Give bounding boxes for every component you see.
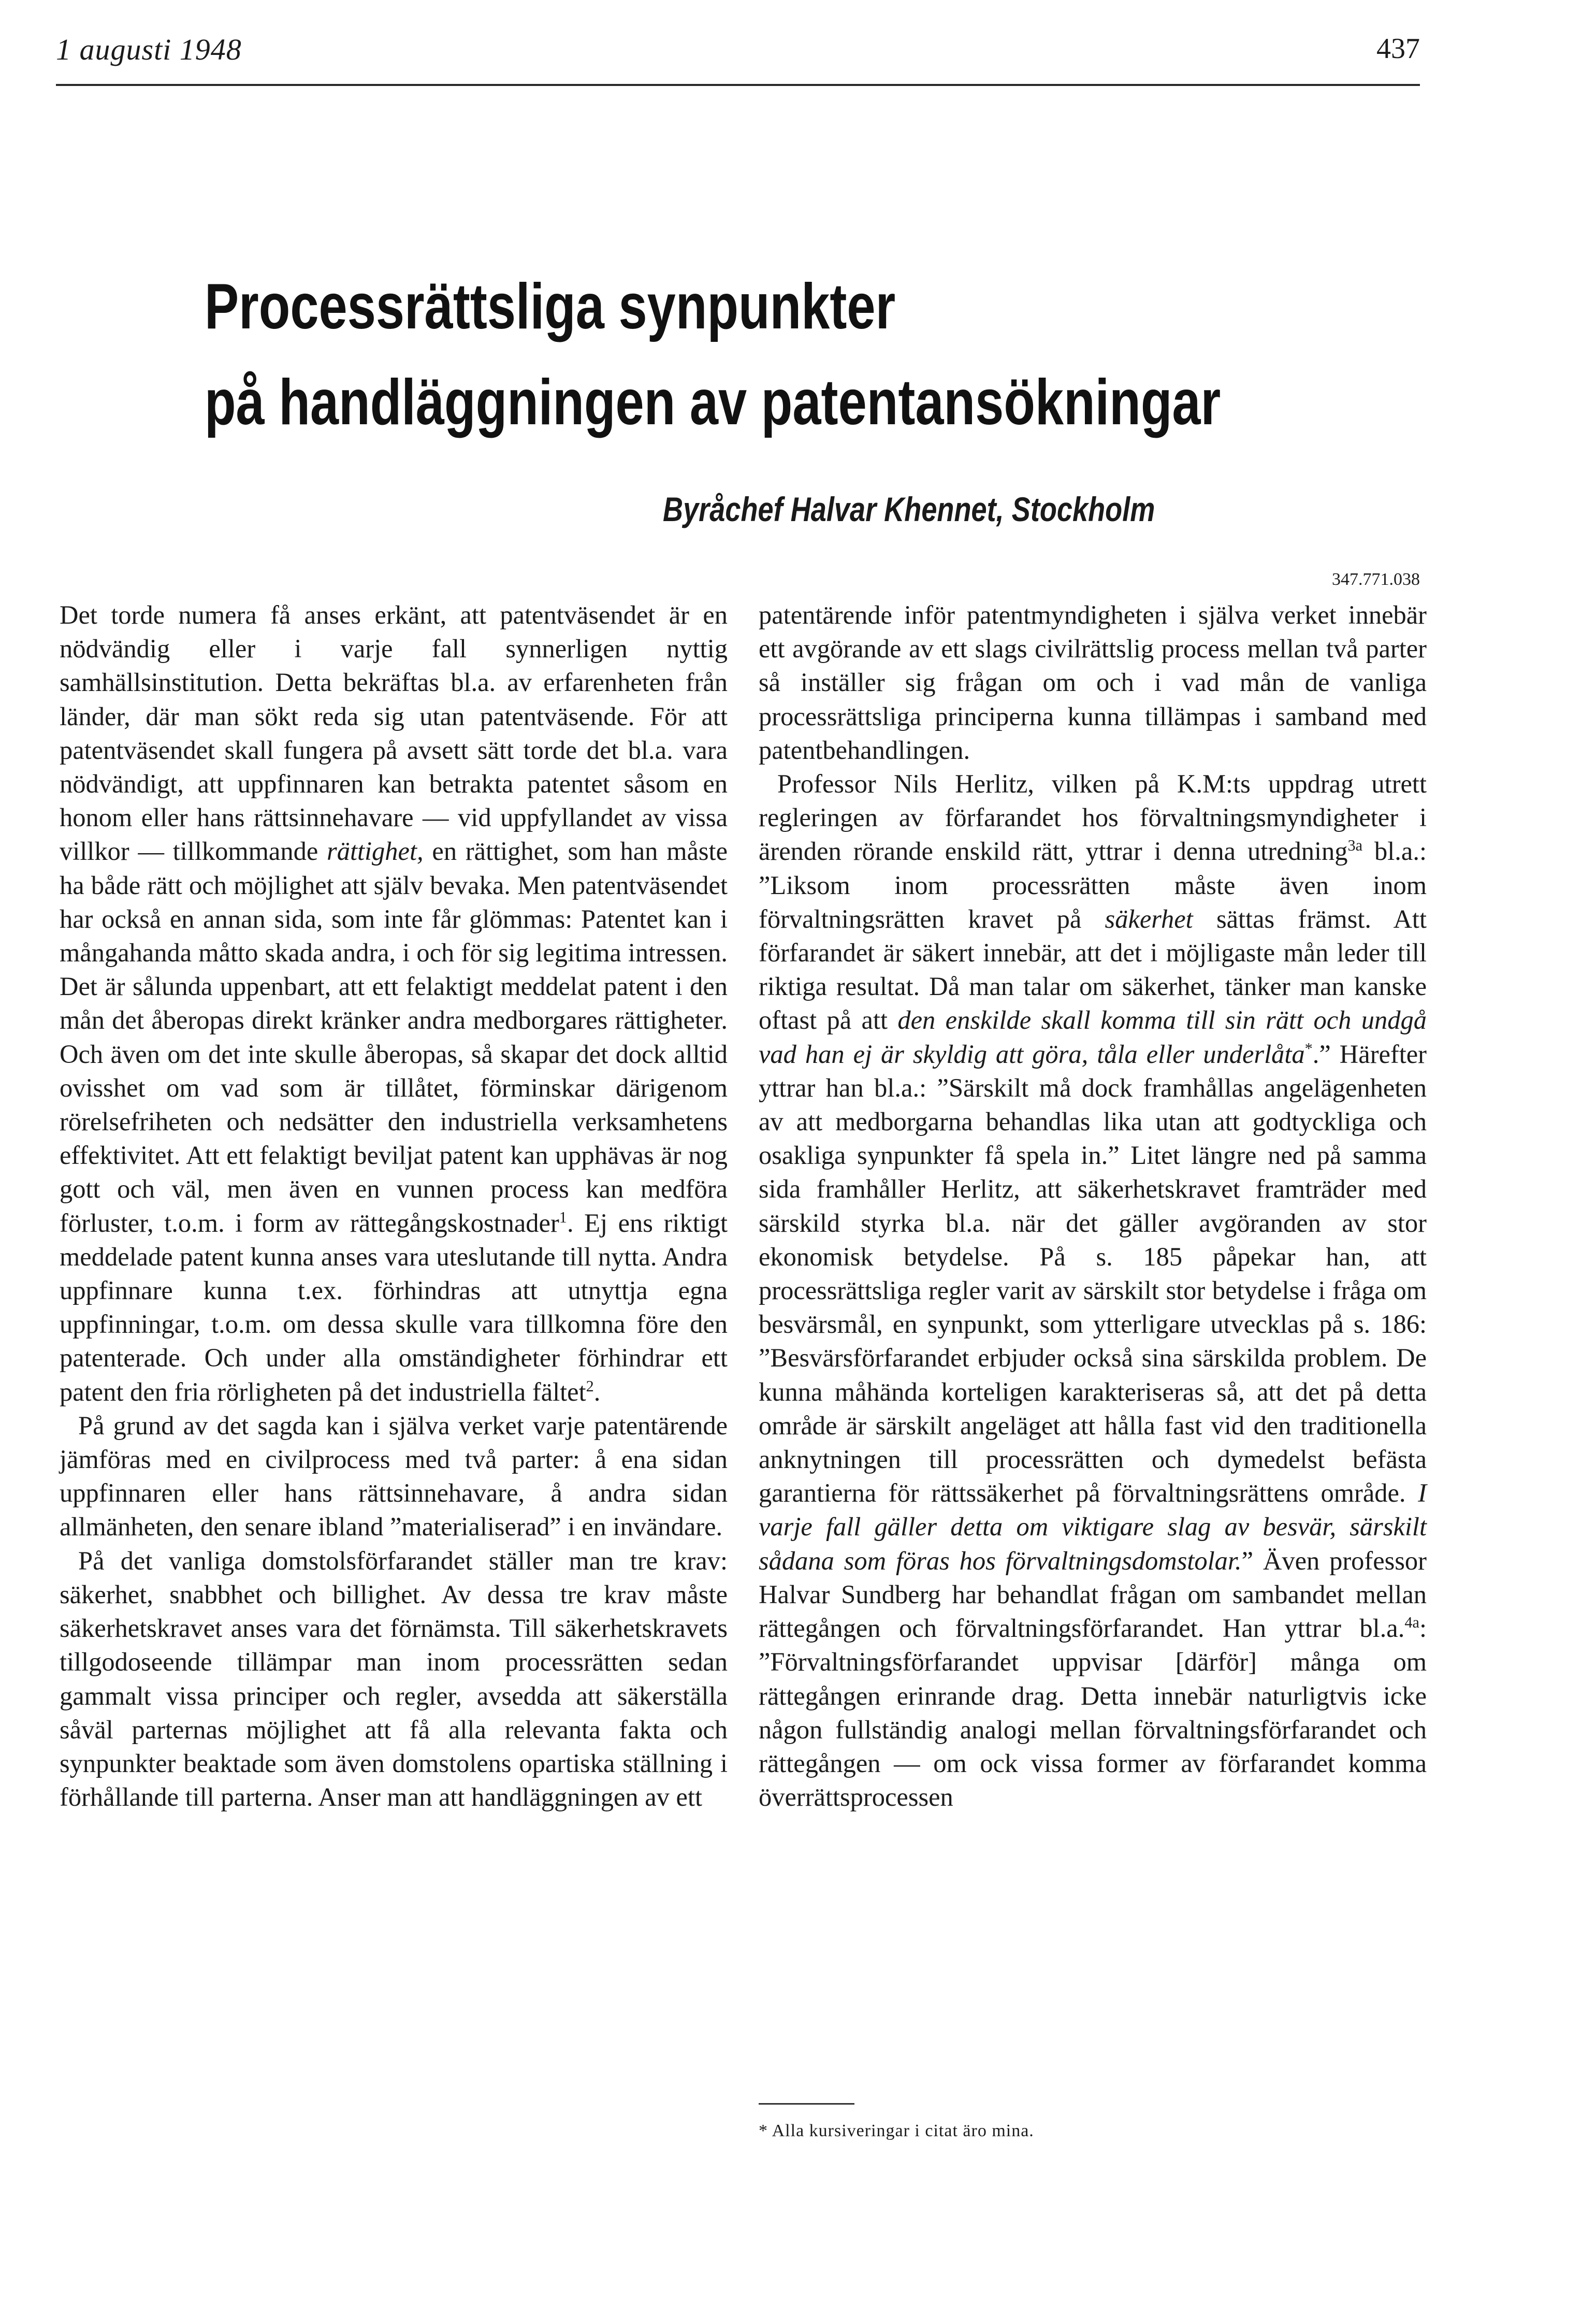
footnote-ref: 4a [1404,1614,1419,1632]
footnote-ref: 1 [559,1208,567,1226]
emphasis: den enskilde skall komma till sin rätt och undgå vad han ej är skyldig att göra, tåla eller underlåta [759,1005,1427,1069]
footnote-ref: * [1304,1039,1313,1057]
paragraph: Det torde numera få anses erkänt, att patentväsendet är en nödvändig eller i varje fall synnerligen nyttig samhällsinstitution. Detta bekräftas bl.a. av erfarenheten från länder, där man sökt reda sig utan patentväsende. För att patentväsendet skall fungera på avsett sätt torde det bl.a. vara nödvändigt, att uppfinnaren kan betrakta patentet såsom en honom eller hans rättsinnehavare — vid uppfyllandet av vissa villkor — tillkommande rättighet, en rättighet, som han måste ha både rätt och möjlighet att själv bevaka. Men patentväsendet har också en annan sida, som inte får glömmas: Patentet kan i mångahanda måtto skada andra, i och för sig legitima intressen. Det är sålunda uppenbart, att ett felaktigt meddelat patent i den mån det åberopas direkt kränker andra medborgares rättigheter. Och även om det inte skulle åberopas, så skapar det dock alltid ovisshet om vad som är tillåtet, förminskar därigenom rörelsefriheten och nedsätter den industriella verksamhetens effektivitet. Att ett felaktigt beviljat patent kan upphävas är nog gott och väl, men även en vunnen process kan medföra förluster, t.o.m. i form av rättegångskostnader$^1$. Ej ens riktigt meddelade patent kunna anses vara uteslutande till nytta. Andra uppfinnare kunna t.ex. förhindras att utnyttja egna uppfinningar, t.o.m. om dessa skulle vara tillkomna före den patenterade. Och under alla omständigheter förhindrar ett patent den fria rörligheten på det industriella fältet$^2$. [60,600,728,1406]
paragraph: På grund av det sagda kan i själva verket varje patentärende jämföras med en civilprocess med två parter: å ena sidan uppfinnaren eller hans rättsinnehavare, å andra sidan allmänheten, den senare ibland ”materialiserad” i en invändare. [60,1411,728,1542]
author-byline: Byråchef Halvar Khennet, Stockholm [663,490,1155,528]
footnote: * Alla kursiveringar i citat äro mina. [759,2121,1034,2140]
classification-code: 347.771.038 [1332,570,1420,589]
paragraph: patentärende inför patentmyndigheten i själva verket innebär ett avgörande av ett slags civilrättslig process mellan två parter så inställer sig frågan om och i vad mån de vanliga processrättsliga principerna kunna tillämpas i samband med patentbehandlingen. [759,600,1427,765]
header-rule [56,84,1420,86]
title-line-1: Processrättsliga synpunkter [205,271,896,342]
title-line-2: på handläggningen av patentansökningar [205,367,1221,438]
emphasis: I varje fall gäller detta om viktigare slag av besvär, särskilt sådana som föras hos förvaltningsdomstolar. [759,1478,1427,1575]
right-column [759,598,1427,1814]
emphasis: rättighet, [327,837,424,866]
footnote-ref: 2 [586,1377,594,1395]
article-title [205,259,1221,451]
left-column [60,598,728,1814]
footnote-ref: 3a [1347,837,1363,855]
paragraph: Professor Nils Herlitz, vilken på K.M:ts uppdrag utrett regleringen av förfarandet hos förvaltningsmyndigheter i ärenden rörande enskild rätt, yttrar i denna utredning$^{3a}$ bl.a.: ”Liksom inom processrätten måste även inom förvaltningsrätten kravet på säkerhet sättas främst. Att förfarandet är säkert innebär, att det i möjligaste mån leder till riktiga resultat. Då man talar om säkerhet, tänker man kanske oftast på att den enskilde skall komma till sin rätt och undgå vad han ej är skyldig att göra, tåla eller underlåta*.” Härefter yttrar han bl.a.: ”Särskilt må dock framhållas angelägenheten av att medborgarna behandlas lika utan att godtyckliga och osakliga synpunkter få spela in.” Litet längre ned på samma sida framhåller Herlitz, att säkerhetskravet framträder med särskild styrka bl.a. när det gäller avgöranden av stor ekonomisk betydelse. På s. 185 påpekar han, att processrättsliga regler varit av särskilt stor betydelse i fråga om besvärsmål, en synpunkt, som ytterligare utvecklas på s. 186: ”Besvärsförfarandet erbjuder också sina särskilda problem. De kunna måhända korteligen karakteriseras så, att det på detta område är särskilt angeläget att hålla fast vid den traditionella anknytningen till processrätten och dymedelst befästa garantierna för rättssäkerhet på förvaltningsrättens område. I varje fall gäller detta om viktigare slag av besvär, särskilt sådana som föras hos förvaltningsdomstolar.” Även professor Halvar Sundberg har behandlat frågan om sambandet mellan rättegången och förvaltningsförfarandet. Han yttrar bl.a.$^{4a}$: ”Förvaltningsförfarandet uppvisar [därför] många om rättegången erinrande drag. Detta innebär naturligtvis icke någon fullständig analogi mellan förvaltningsförfarandet och rättegången — om ock vissa former av förfarandet komma överrättsprocessen [759,769,1427,1812]
issue-date: 1 augusti 1948 [56,33,242,66]
footnote-rule [759,2103,854,2105]
paragraph: På det vanliga domstolsförfarandet ställer man tre krav: säkerhet, snabbhet och billighet. Av dessa tre krav måste säkerhetskravet anses vara det förnämsta. Till säkerhetskravets tillgodoseende tillämpar man inom processrätten sedan gammalt vissa principer och regler, avsedda att säkerställa såväl parternas möjlighet att få alla relevanta fakta och synpunkter beaktade som även domstolens opartiska ställning i förhållande till parterna. Anser man att handläggningen av ett [60,1546,728,1812]
page-number: 437 [1376,33,1420,65]
emphasis: säkerhet [1105,904,1193,933]
